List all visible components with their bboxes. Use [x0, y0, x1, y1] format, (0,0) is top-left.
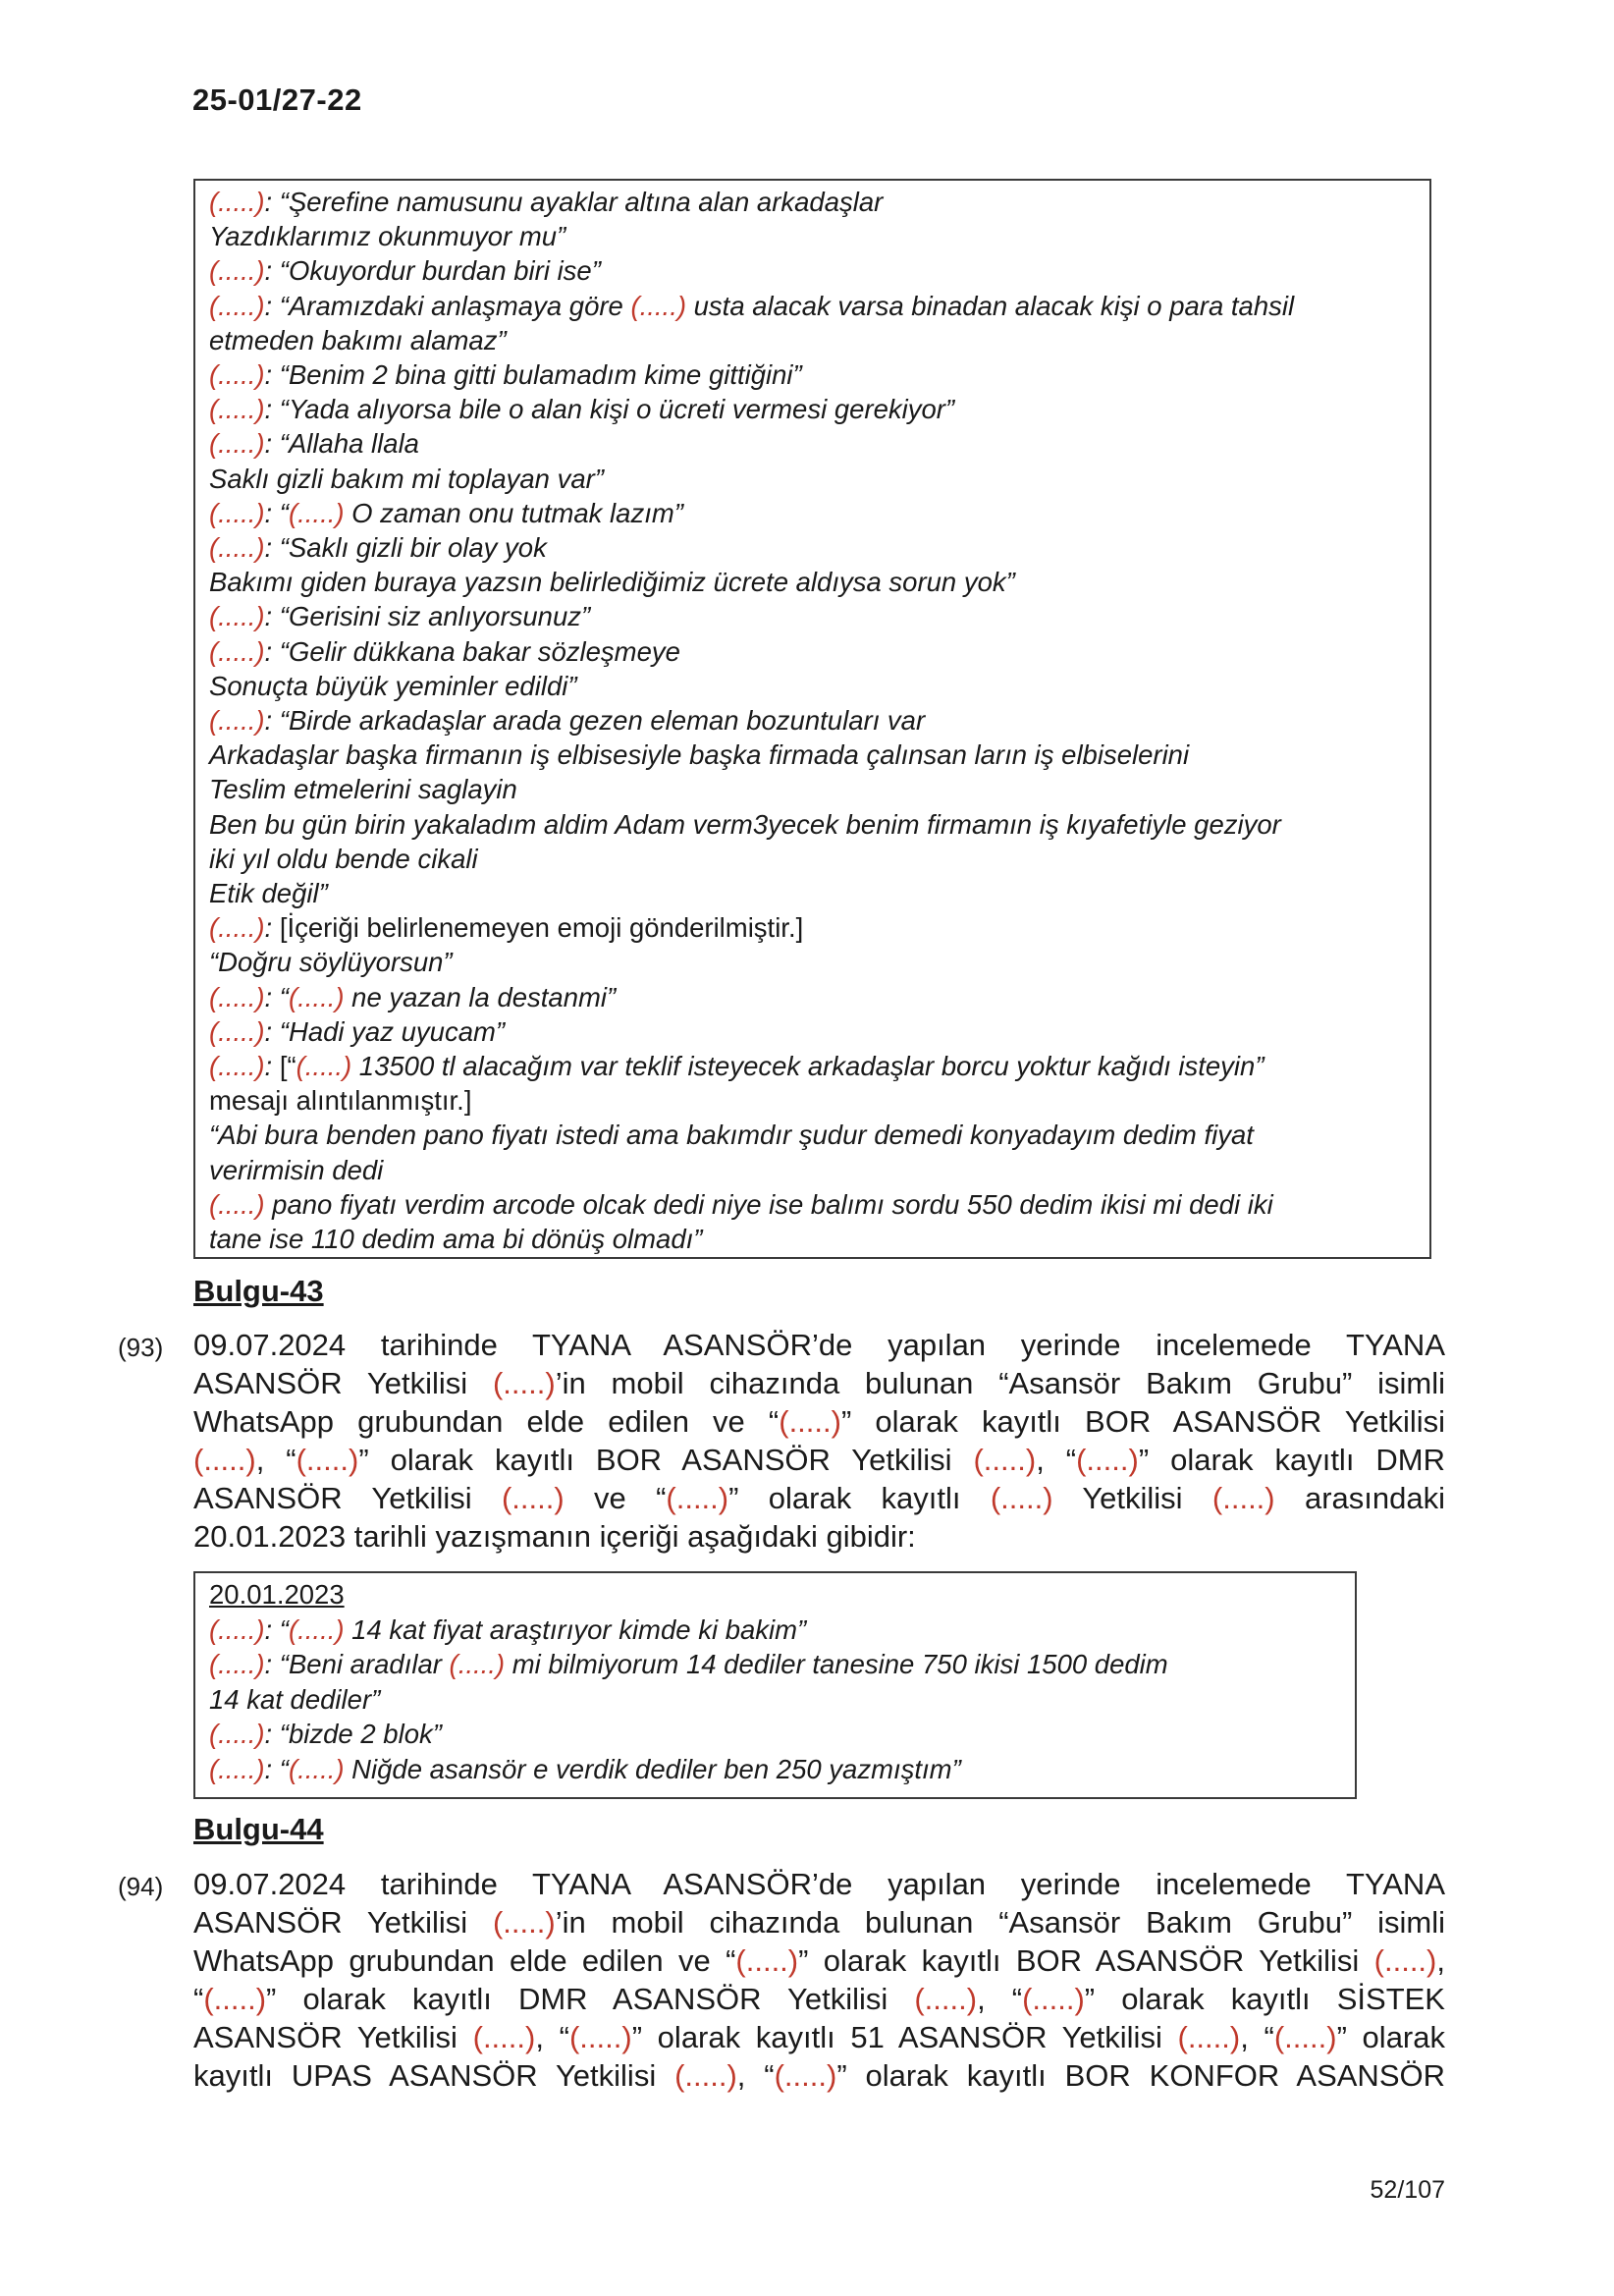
quote-line [209, 392, 1418, 426]
quote-text: pano fiyatı verdim arcode olcak dedi niye ise balımı sordu 550 dedim ikisi mi dedi iki [264, 1188, 1273, 1220]
paragraph-line: ASANSÖR Yetkilisi (.....) ve “(.....)” olarak kayıtlı (.....) Yetkilisi (.....) arasındaki [193, 1481, 1445, 1515]
quote-line [209, 1647, 1343, 1682]
paragraph-number-94: (94) [118, 1872, 164, 1901]
finding-heading-44: Bulgu-44 [193, 1812, 324, 1846]
quote-line [209, 462, 1418, 496]
redacted-name: (.....) [288, 1613, 345, 1645]
redacted-name: (.....) [209, 497, 265, 528]
quote-line [209, 1752, 1343, 1787]
quote-text: Etik değil” [209, 878, 328, 909]
redacted-name: (.....) [209, 635, 265, 667]
quote-text: Yazdıklarımız okunmuyor mu” [209, 221, 566, 252]
redacted-name: (.....) [296, 1443, 359, 1477]
redacted-name: (.....) [492, 1905, 556, 1940]
redacted-name: (.....) [209, 255, 265, 287]
quote-text: : “Gelir dükkana bakar sözleşmeye [264, 635, 680, 667]
paragraph-line: ASANSÖR Yetkilisi (.....)’in mobil cihazında bulunan “Asansör Bakım Grubu” isimli [193, 1905, 1445, 1940]
redacted-name: (.....) [568, 2020, 632, 2054]
document-id: 25-01/27-22 [192, 82, 362, 117]
quote-line [209, 1717, 1343, 1752]
quote-text: ne yazan la destanmi” [344, 981, 617, 1012]
quote-line [209, 357, 1418, 392]
whatsapp-quote-box-1 [193, 179, 1431, 1259]
paragraph-93 [193, 1326, 1445, 1556]
redacted-name: (.....) [288, 497, 345, 528]
quote-line [209, 289, 1418, 323]
redacted-name: (.....) [209, 532, 265, 564]
quote-text: O zaman onu tutmak lazım” [344, 497, 683, 528]
quote-text: : “Beni aradılar [264, 1649, 450, 1679]
redacted-name: (.....) [209, 1753, 265, 1784]
redacted-name: (.....) [193, 1443, 256, 1477]
quote-line [209, 1222, 1418, 1256]
quote-text: etmeden bakımı alamaz” [209, 324, 507, 355]
quote-text: Teslim etmelerini saglayin [209, 774, 517, 805]
quote-line [209, 876, 1418, 910]
quote-line [209, 1153, 1418, 1187]
quote-text: mesajı alıntılanmıştır.] [209, 1085, 472, 1117]
redacted-name: (.....) [1211, 1481, 1275, 1515]
quote-line [209, 1613, 1343, 1648]
redacted-name: (.....) [735, 1943, 799, 1978]
redacted-name: (.....) [501, 1481, 565, 1515]
quote-text: : [264, 912, 280, 944]
quote-text: 14 kat dediler” [209, 1683, 381, 1715]
redacted-name: (.....) [209, 981, 265, 1012]
paragraph-line: 09.07.2024 tarihinde TYANA ASANSÖR’de yapılan yerinde incelemede TYANA [193, 1867, 1445, 1901]
quote-line [209, 1682, 1343, 1718]
redacted-name: (.....) [288, 981, 345, 1012]
redacted-name: (.....) [209, 290, 265, 321]
redacted-name: (.....) [209, 359, 265, 391]
paragraph-94 [193, 1865, 1445, 2095]
page-number: 52/107 [1370, 2176, 1445, 2204]
redacted-name: (.....) [1273, 2020, 1337, 2054]
redacted-name: (.....) [209, 1051, 265, 1082]
quote-line [209, 980, 1418, 1014]
redacted-name: (.....) [288, 1753, 345, 1784]
finding-heading-43: Bulgu-43 [193, 1274, 324, 1308]
redacted-name: (.....) [209, 601, 265, 632]
redacted-name: (.....) [1373, 1943, 1437, 1978]
redacted-name: (.....) [209, 428, 265, 460]
redacted-name: (.....) [209, 705, 265, 737]
quote-line [209, 599, 1418, 633]
quote-text: : “Şerefine namusunu ayaklar altına alan arkadaşlar [264, 187, 884, 217]
quote-line [209, 496, 1418, 530]
quote-text: verirmisin dedi [209, 1154, 384, 1185]
paragraph-line: WhatsApp grubundan elde edilen ve “(.....)” olarak kayıtlı BOR ASANSÖR Yetkilisi (.....), [193, 1943, 1445, 1978]
redacted-name: (.....) [449, 1649, 506, 1679]
quote-text: Ben bu gün birin yakaladım aldim Adam verm3yecek benim firmamın iş kıyafetiyle geziyor [209, 808, 1281, 840]
redacted-name: (.....) [990, 1481, 1053, 1515]
quote-text: : “Okuyordur burdan biri ise” [264, 255, 601, 287]
quote-text: : “Gerisini siz anlıyorsunuz” [264, 601, 591, 632]
quote-text: : [264, 1051, 280, 1082]
quote-text: : “ [264, 1613, 289, 1645]
quote-text: Bakımı giden buraya yazsın belirlediğimiz ücrete aldıysa sorun yok” [209, 567, 1015, 598]
quote-line [209, 185, 1418, 219]
quote-text: Saklı gizli bakım mi toplayan var” [209, 463, 604, 494]
quote-line [209, 703, 1418, 738]
quote-line [209, 772, 1418, 806]
quote-line [209, 1014, 1418, 1049]
quote-text: Arkadaşlar başka firmanın iş elbisesiyle başka firmada çalınsan ların iş elbiselerini [209, 739, 1190, 771]
quote-text: : “Birde arkadaşlar arada gezen eleman bozuntuları var [264, 705, 926, 737]
redacted-name: (.....) [209, 1188, 265, 1220]
paragraph-number-93: (93) [118, 1333, 164, 1362]
redacted-name: (.....) [914, 1982, 978, 2016]
quote-text: 14 kat fiyat araştırıyor kimde ki bakim” [344, 1613, 807, 1645]
redacted-name: (.....) [973, 1443, 1037, 1477]
quote-line [209, 253, 1418, 288]
quote-text: mi bilmiyorum 14 dediler tanesine 750 ikisi 1500 dedim [505, 1649, 1168, 1679]
redacted-name: (.....) [492, 1366, 556, 1400]
quote-line [209, 634, 1418, 669]
redacted-name: (.....) [1022, 1982, 1085, 2016]
paragraph-line: (.....), “(.....)” olarak kayıtlı BOR ASANSÖR Yetkilisi (.....), “(.....)” olarak kayıtlı DMR [193, 1443, 1445, 1477]
redacted-name: (.....) [666, 1481, 729, 1515]
redacted-name: (.....) [674, 2058, 737, 2093]
paragraph-line: ASANSÖR Yetkilisi (.....), “(.....)” olarak kayıtlı 51 ASANSÖR Yetkilisi (.....), “(.....)” olarak [193, 2020, 1445, 2054]
quote-text: : “Aramızdaki anlaşmaya göre [264, 290, 631, 321]
quote-line [209, 219, 1418, 253]
paragraph-line: WhatsApp grubundan elde edilen ve “(.....)” olarak kayıtlı BOR ASANSÖR Yetkilisi [193, 1404, 1445, 1439]
quote-text: 13500 tl alacağım var teklif isteyecek arkadaşlar borcu yoktur kağıdı isteyin” [351, 1051, 1264, 1082]
redacted-name: (.....) [209, 1719, 265, 1749]
quote-text: Niğde asansör e verdik dediler ben 250 yazmıştım” [344, 1753, 961, 1784]
quote-line [209, 1187, 1418, 1222]
redacted-name: (.....) [209, 912, 265, 944]
quote-text: : “ [264, 497, 289, 528]
paragraph-line: “(.....)” olarak kayıtlı DMR ASANSÖR Yetkilisi (.....), “(.....)” olarak kayıtlı SİSTEK [193, 1982, 1445, 2016]
redacted-name: (.....) [203, 1982, 267, 2016]
quote-line [209, 426, 1418, 461]
quote-text: “Doğru söylüyorsun” [209, 947, 453, 978]
redacted-name: (.....) [774, 2058, 837, 2093]
quote-text: [“ [279, 1051, 296, 1082]
redacted-name: (.....) [1076, 1443, 1139, 1477]
quote-line [209, 530, 1418, 565]
quote-line [209, 323, 1418, 357]
quote-text: : “ [264, 981, 289, 1012]
quote-line [209, 565, 1418, 599]
redacted-name: (.....) [209, 394, 265, 425]
quote-line [209, 842, 1418, 876]
redacted-name: (.....) [209, 1015, 265, 1047]
redacted-name: (.....) [209, 1613, 265, 1645]
quote-line [209, 669, 1418, 703]
quote-text: : “Saklı gizli bir olay yok [264, 532, 547, 564]
quote-text: [İçeriği belirlenemeyen emoji gönderilmiştir.] [279, 912, 804, 944]
quote-line [209, 1083, 1418, 1118]
paragraph-line: 09.07.2024 tarihinde TYANA ASANSÖR’de yapılan yerinde incelemede TYANA [193, 1328, 1445, 1362]
quote-text: usta alacak varsa binadan alacak kişi o para tahsil [686, 290, 1295, 321]
redacted-name: (.....) [779, 1404, 841, 1439]
redacted-name: (.....) [209, 1649, 265, 1679]
message-date: 20.01.2023 [209, 1579, 345, 1610]
quote-line [209, 945, 1418, 979]
quote-text: iki yıl oldu bende cikali [209, 843, 478, 874]
redacted-name: (.....) [296, 1051, 352, 1082]
quote-text: : “ [264, 1753, 289, 1784]
quote-text: “Abi bura benden pano fiyatı istedi ama bakımdır şudur demedi konyadayım dedim fiyat [209, 1120, 1254, 1151]
quote-line [209, 1049, 1418, 1083]
quote-line [209, 807, 1418, 842]
quote-text: tane ise 110 dedim ama bi dönüş olmadı” [209, 1224, 703, 1255]
quote-line [209, 1118, 1418, 1152]
redacted-name: (.....) [209, 187, 265, 217]
quote-text: Sonuçta büyük yeminler edildi” [209, 670, 577, 701]
quote-text: : “Benim 2 bina gitti bulamadım kime gittiğini” [264, 359, 802, 391]
paragraph-line: 20.01.2023 tarihli yazışmanın içeriği aşağıdaki gibidir: [193, 1519, 916, 1554]
quote-line [209, 738, 1418, 772]
whatsapp-quote-box-2 [193, 1571, 1357, 1799]
quote-text: : “bizde 2 blok” [264, 1719, 442, 1749]
paragraph-line: kayıtlı UPAS ASANSÖR Yetkilisi (.....), “(.....)” olarak kayıtlı BOR KONFOR ASANSÖR [193, 2058, 1445, 2093]
quote-text: : “Yada alıyorsa bile o alan kişi o ücreti vermesi gerekiyor” [264, 394, 955, 425]
redacted-name: (.....) [472, 2020, 536, 2054]
quote-line [209, 910, 1418, 945]
quote-text: : “Allaha llala [264, 428, 419, 460]
redacted-name: (.....) [1177, 2020, 1241, 2054]
redacted-name: (.....) [630, 290, 686, 321]
quote-text: : “Hadi yaz uyucam” [264, 1015, 506, 1047]
paragraph-line: ASANSÖR Yetkilisi (.....)’in mobil cihazında bulunan “Asansör Bakım Grubu” isimli [193, 1366, 1445, 1400]
